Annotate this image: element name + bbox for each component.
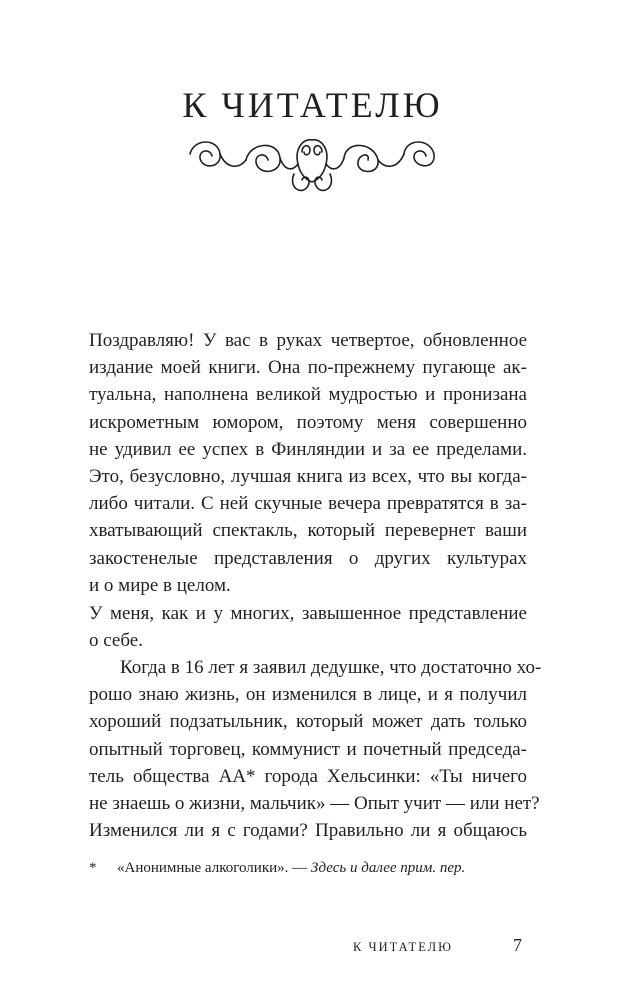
text-line: о себе. (89, 630, 143, 652)
chapter-title: К ЧИТАТЕЛЮ (182, 85, 443, 125)
paragraph-grandfather (89, 654, 542, 844)
text-line: хороший подзатыльник, который может дать только (89, 711, 527, 733)
text-line: и о мире в целом. (89, 574, 231, 596)
footnote-mark: * (89, 860, 97, 876)
text-line: Поздравляю! У вас в руках четвертое, обновленное (89, 330, 527, 351)
text-line: Изменился ли я с годами? Правильно ли я общаюсь (89, 820, 527, 842)
footnote-italic-note: Здесь и далее прим. пер. (310, 860, 466, 876)
text-line: туальна, наполнена великой мудростью и пронизана (89, 384, 527, 406)
footnote-text: «Анонимные алкоголики». — (117, 860, 308, 876)
paragraph-congratulations (89, 327, 527, 599)
text-line: закостенелые представления о других культурах (89, 547, 527, 569)
text-line: издание моей книги. Она по-прежнему пугающе ак- (89, 357, 527, 379)
text-line: тель общества АА* города Хельсинки: «Ты ничего (89, 765, 527, 787)
text-line: рошо знаю жизнь, он изменился в лице, и я получил (89, 684, 527, 706)
text-line: У меня, как и у многих, завышенное представление (89, 603, 527, 624)
text-line: хватывающий спектакль, который перевернет ваши (89, 520, 527, 542)
paragraph-self-image (89, 600, 527, 654)
text-line: опытный торговец, коммунист и почетный председа- (89, 738, 527, 760)
text-line: Когда в 16 лет я заявил дедушке, что достаточно хо- (120, 657, 542, 678)
text-line: либо читали. С ней скучные вечера превратятся в за- (89, 493, 527, 515)
flourish-ornament-icon (184, 130, 441, 200)
text-line: искрометным юмором, поэтому меня совершенно (89, 411, 527, 433)
text-line: Это, безусловно, лучшая книга из всех, что вы когда- (89, 465, 527, 487)
running-head: К ЧИТАТЕЛЮ (353, 940, 453, 954)
text-line: не знаешь о жизни, мальчик» — Опыт учит — или нет? (89, 792, 540, 814)
page-number: 7 (513, 935, 522, 955)
footnote (89, 858, 527, 878)
text-line: не удивил ее успех в Финляндии и за ее пределами. (89, 438, 527, 460)
